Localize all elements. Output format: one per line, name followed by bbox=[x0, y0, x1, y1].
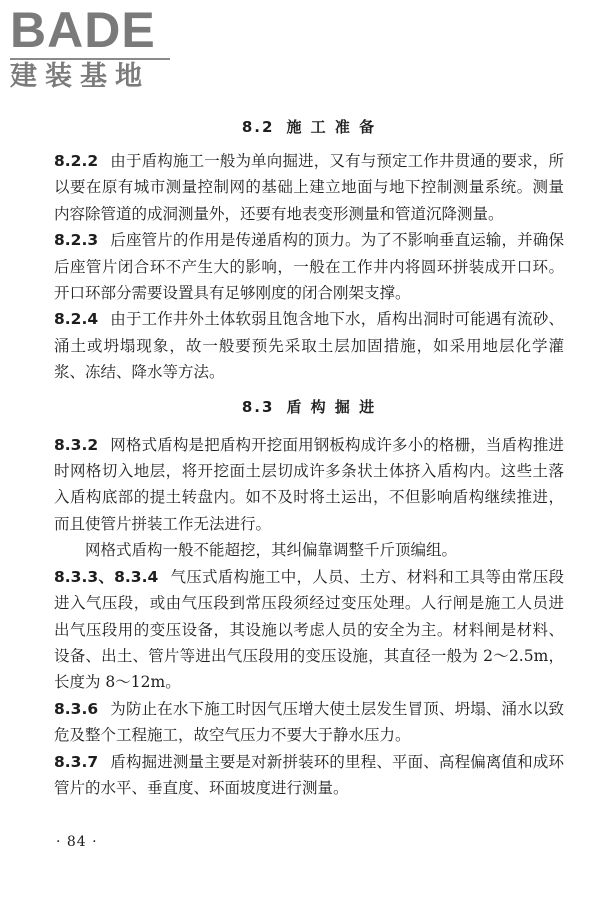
clause-number: 8.3.7 bbox=[54, 752, 99, 771]
clause-number: 8.3.6 bbox=[54, 699, 99, 718]
clause-number: 8.2.2 bbox=[54, 152, 99, 170]
clause-8-3-2 bbox=[54, 432, 564, 538]
clause-text: 由于工作井外土体软弱且饱含地下水，盾构出洞时可能遇有流砂、涌土或坍塌现象，故一般要预先采取土层加固措施，如采用地层化学灌浆、冻结、降水等方法。 bbox=[54, 310, 564, 382]
clause-number: 8.2.3 bbox=[54, 231, 99, 250]
clause-8-3-6 bbox=[54, 696, 564, 749]
section-heading-8-2 bbox=[54, 112, 564, 142]
clause-8-3-3-8-3-4 bbox=[54, 564, 564, 696]
section-number: 8.2 bbox=[241, 118, 275, 136]
clause-8-2-3 bbox=[54, 227, 564, 306]
page-number: · 84 · bbox=[56, 834, 98, 850]
clause-number: 8.2.4 bbox=[54, 310, 99, 329]
bade-logo bbox=[10, 4, 175, 90]
clause-8-2-2 bbox=[54, 148, 564, 227]
clause-number: 8.3.3、8.3.4 bbox=[54, 567, 159, 586]
clause-text: 为防止在水下施工时因气压增大使土层发生冒顶、坍塌、涌水以致危及整个工程施工，故空气压力不要大于静水压力。 bbox=[54, 699, 564, 745]
clause-text: 由于盾构施工一般为单向掘进，又有与预定工作井贯通的要求，所以要在原有城市测量控制网的基础上建立地面与地下控制测量系统。测量内容除管道的成洞测量外，还要有地表变形测量和管道沉降测量。 bbox=[54, 152, 564, 223]
clause-text: 气压式盾构施工中，人员、土方、材料和工具等由常压段进入气压段，或由气压段到常压段须经过变压处理。人行闸是施工人员进出气压段用的变压设备，其设施以考虑人员的安全为主。材料闸是材料、设备、出土、管片等进出气压段用的变压设施，其直径一般为 2～2.5m，长度为 8～12m。 bbox=[54, 567, 564, 692]
clause-text: 后座管片的作用是传递盾构的顶力。为了不影响垂直运输，并确保后座管片闭合环不产生大的影响，一般在工作井内将圆环拼装成开口环。开口环部分需要设置具有足够刚度的闭合刚架支撑。 bbox=[54, 231, 564, 303]
logo-divider bbox=[10, 58, 170, 60]
clause-text: 网格式盾构一般不能超挖，其纠偏靠调整千斤顶编组。 bbox=[85, 541, 458, 560]
document-body bbox=[54, 112, 564, 801]
section-number: 8.3 bbox=[241, 397, 275, 416]
section-title: 施 工 准 备 bbox=[286, 118, 377, 136]
clause-8-3-7 bbox=[54, 749, 564, 802]
clause-8-2-4 bbox=[54, 306, 564, 385]
section-heading-8-3 bbox=[54, 392, 564, 422]
logo-subtitle: 建装基地 bbox=[10, 61, 150, 92]
section-title: 盾 构 掘 进 bbox=[286, 397, 377, 416]
clause-text: 网格式盾构是把盾构开挖面用钢板构成许多小的格栅，当盾构推进时网格切入地层，将开挖面土层切成许多条状土体挤入盾构内。这些土落入盾构底部的提土转盘内。如不及时将土运出，不但影响盾构继续推进，而且使管片拼装工作无法进行。 bbox=[54, 435, 564, 533]
clause-8-3-2-continuation bbox=[54, 537, 564, 563]
clause-number: 8.3.2 bbox=[54, 435, 99, 454]
logo-mark: BADE bbox=[10, 2, 156, 58]
clause-text: 盾构掘进测量主要是对新拼装环的里程、平面、高程偏离值和成环管片的水平、垂直度、环面坡度进行测量。 bbox=[54, 752, 564, 797]
